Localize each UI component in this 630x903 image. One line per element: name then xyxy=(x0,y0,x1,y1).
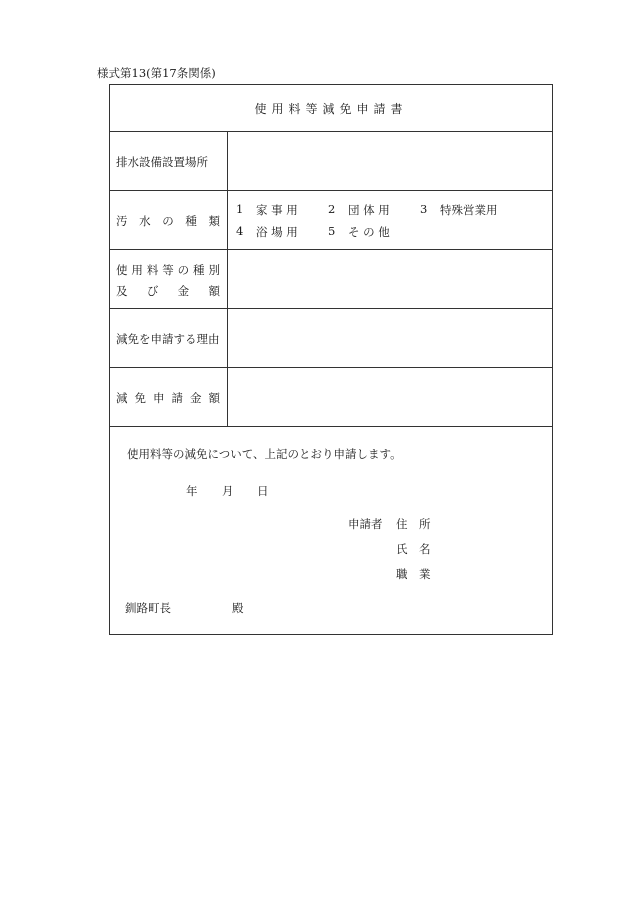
value-sewage-type xyxy=(228,191,552,249)
label-char: 種 xyxy=(185,214,197,228)
application-form xyxy=(109,84,553,635)
label-char: 用 xyxy=(131,263,143,277)
label-reason: 減免を申請する理由 xyxy=(116,332,220,346)
label-location: 排水設備設置場所 xyxy=(116,155,208,169)
label-char: 額 xyxy=(208,391,220,405)
form-title: 使用料等減免申請書 xyxy=(254,101,408,116)
date-day[interactable]: 日 xyxy=(257,484,269,498)
row-location xyxy=(110,132,552,191)
label-char: 料 xyxy=(146,263,159,277)
label-char: 申 xyxy=(153,391,165,405)
label-char: 金 xyxy=(177,284,190,298)
label-cell-location xyxy=(110,132,228,190)
label-cell-reason xyxy=(110,309,228,367)
label-char: 金 xyxy=(190,391,202,405)
option-bathhouse[interactable]: 浴 場 用 xyxy=(256,225,298,239)
option-group[interactable]: 団 体 用 xyxy=(348,203,390,217)
form-number-label: 様式第13(第17条関係) xyxy=(97,66,216,80)
value-amount[interactable] xyxy=(228,368,552,426)
row-reason xyxy=(110,309,552,368)
option-number: 3 xyxy=(420,202,428,216)
label-char: 水 xyxy=(139,214,151,228)
label-cell-fee-type xyxy=(110,250,228,308)
option-number: 1 xyxy=(236,202,244,216)
option-number: 2 xyxy=(328,202,336,216)
label-char: 類 xyxy=(208,214,220,228)
label-cell-amount xyxy=(110,368,228,426)
label-char: 請 xyxy=(171,391,183,405)
title-row xyxy=(110,85,552,132)
label-char: 別 xyxy=(208,263,220,277)
applicant-occupation-label: 職 業 xyxy=(396,567,431,581)
option-household[interactable]: 家 事 用 xyxy=(256,203,298,217)
date-year[interactable]: 年 xyxy=(186,484,198,498)
label-char: 額 xyxy=(208,284,220,298)
applicant-prefix: 申請者 xyxy=(348,517,383,531)
label-char: 使 xyxy=(116,263,128,277)
applicant-name-label: 氏 名 xyxy=(396,542,431,556)
option-number: 4 xyxy=(236,224,244,238)
option-other[interactable]: そ の 他 xyxy=(348,225,390,239)
label-char: び xyxy=(146,284,159,298)
value-reason[interactable] xyxy=(228,309,552,367)
option-special-business[interactable]: 特殊営業用 xyxy=(440,203,498,217)
label-fee-type-line1 xyxy=(116,262,220,278)
label-char: の xyxy=(177,263,190,277)
label-char: 減 xyxy=(116,391,128,405)
row-fee-type xyxy=(110,250,552,309)
label-sewage-type xyxy=(116,213,220,229)
row-amount xyxy=(110,368,552,427)
date-month[interactable]: 月 xyxy=(222,484,234,498)
label-char: 種 xyxy=(193,263,205,277)
label-char: 汚 xyxy=(116,214,128,228)
label-char: 等 xyxy=(162,263,174,277)
applicant-address-label: 住 所 xyxy=(396,517,431,531)
value-fee-type[interactable] xyxy=(228,250,552,308)
row-sewage-type xyxy=(110,191,552,250)
label-char: の xyxy=(162,214,174,228)
label-char: 免 xyxy=(134,391,146,405)
statement-text: 使用料等の減免について、上記のとおり申請します。 xyxy=(127,447,402,461)
label-fee-type-line2 xyxy=(116,283,220,299)
option-number: 5 xyxy=(328,224,336,238)
label-char: 及 xyxy=(116,284,128,298)
addressee-honorific: 殿 xyxy=(232,601,244,615)
value-location[interactable] xyxy=(228,132,552,190)
label-cell-sewage-type xyxy=(110,191,228,249)
addressee-name: 釧路町長 xyxy=(125,601,171,615)
label-amount xyxy=(116,390,220,406)
